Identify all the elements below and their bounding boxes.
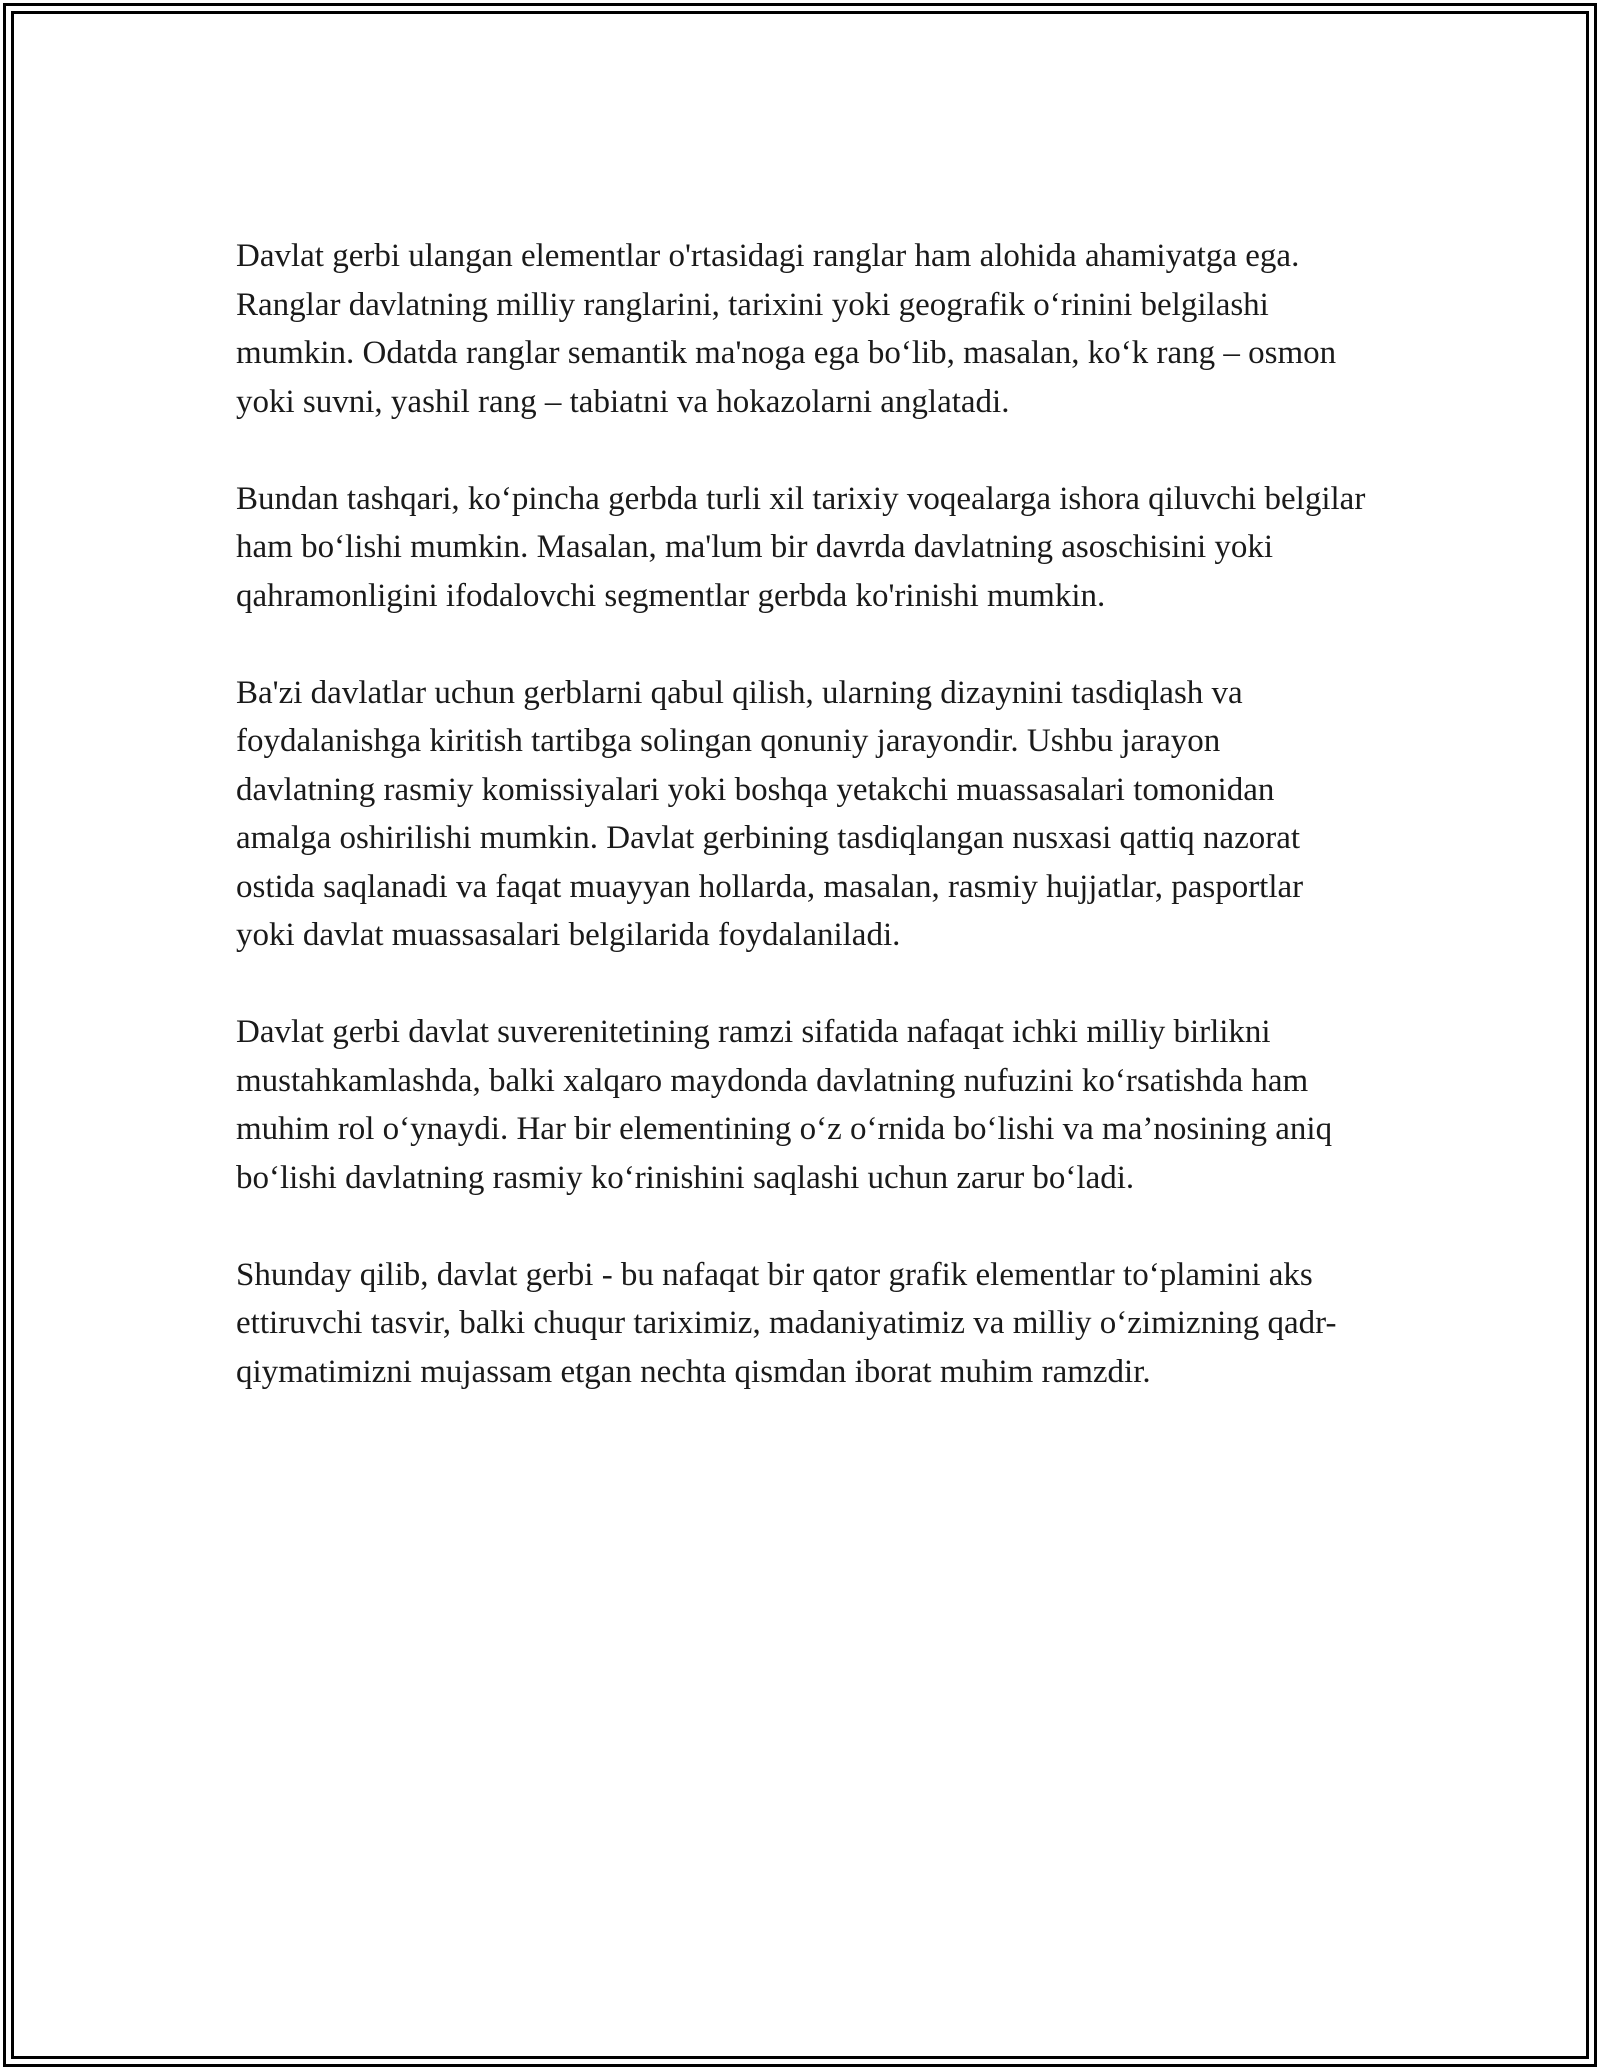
paragraph-adoption-process: Ba'zi davlatlar uchun gerblarni qabul qilish, ularning dizaynini tasdiqlash va foydalanishga kiritish tartibga solingan qonuniy jarayondir. Ushbu jarayon davlatning rasmiy komissiyalari yoki boshqa yetakchi muassasalari tomonidan amalga oshirilishi mumkin. Davlat gerbining tasdiqlangan nusxasi qattiq nazorat ostida saqlanadi va faqat muayyan hollarda, masalan, rasmiy hujjatlar, pasportlar yoki davlat muassasalari belgilarida foydalaniladi. [236, 674, 1304, 953]
paragraph-conclusion: Shunday qilib, davlat gerbi - bu nafaqat bir qator grafik elementlar to‘plamini aks ettiruvchi tasvir, balki chuqur tariximiz, madaniyatimiz va milliy o‘zimizning qadr-qiymatimizni mujassam etgan nechta qismdan iborat muhim ramzdir. [236, 1256, 1337, 1390]
paragraph-historical-symbols: Bundan tashqari, ko‘pincha gerbda turli xil tarixiy voqealarga ishora qiluvchi belgilar ham bo‘lishi mumkin. Masalan, ma'lum bir davrda davlatning asoschisini yoki qahramonligini ifodalovchi segmentlar gerbda ko'rinishi mumkin. [236, 480, 1366, 614]
document-body [236, 232, 1366, 1396]
paragraph-colors: Davlat gerbi ulangan elementlar o'rtasidagi ranglar ham alohida ahamiyatga ega. Ranglar davlatning milliy ranglarini, tarixini yoki geografik o‘rinini belgilashi mumkin. Odatda ranglar semantik ma'noga ega bo‘lib, masalan, ko‘k rang – osmon yoki suvni, yashil rang – tabiatni va hokazolarni anglatadi. [236, 238, 1337, 420]
paragraph-sovereignty: Davlat gerbi davlat suverenitetining ramzi sifatida nafaqat ichki milliy birlikni mustahkamlashda, balki xalqaro maydonda davlatning nufuzini ko‘rsatishda ham muhim rol o‘ynaydi. Har bir elementining o‘z o‘rnida bo‘lishi va ma’nosining aniq bo‘lishi davlatning rasmiy ko‘rinishini saqlashi uchun zarur bo‘ladi. [236, 1014, 1333, 1196]
